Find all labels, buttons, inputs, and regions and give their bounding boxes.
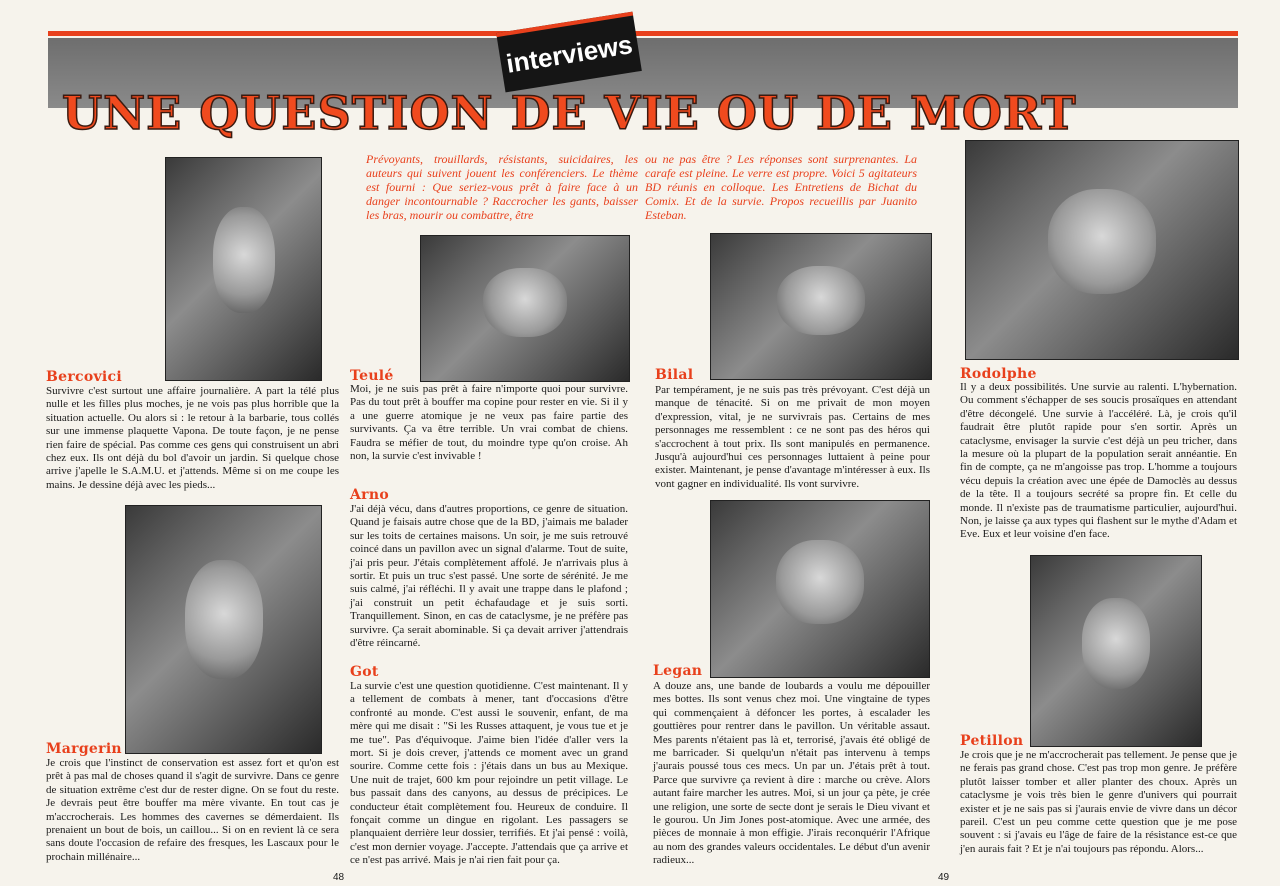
photo-margerin: [125, 505, 322, 754]
photo-bilal: [710, 233, 932, 380]
interview-answer: Moi, je ne suis pas prêt à faire n'importe quoi pour survivre. Pas du tout prêt à bouffer ma copine pour rester en vie. Si il y a une guerre atomique je ne veux pas faire partie des survivants. Ça va être terrible. Un vrai combat de chiens. Faudra se méfier de tout, du moindre type qu'on croise. Ah non, la survie c'est invivable !: [350, 383, 628, 463]
interview-answer: Il y a deux possibilités. Une survie au ralenti. L'hybernation. Ou comment s'échapper de ses soucis prosaïques en attendant d'être décongelé. Une survie à l'accéléré. Là, je crois qu'il faudrait être plutôt rapide pour s'en sortir. Après un cataclysme, envisager la survie c'est déjà un peu tricher, dans la mesure où la plupart de la population serait annéantie. En fin de compte, ça ne m'angoisse pas trop. L'homme a toujours vécu depuis la création avec une épée de Damoclès au dessus de la tête. Il a toujours secrété sa propre fin. Et celle du monde. Il n'existe pas de traumatisme particulier, aujourd'hui. Non, je laisse ça aux types qui flashent sur le mythe d'Adam et Eve. Eux et leur voisine d'en face.: [960, 381, 1237, 541]
interview-answer: Je crois que l'instinct de conservation est assez fort et qu'on est prêt à pas mal de choses quand il s'agit de survivre. Dans ce genre de situation extrême c'est dur de rester digne. On se fout du reste. Je devrais peut être bouffer ma mère vivante. En tout cas je m'accrocherais. Les hommes des cavernes se démerdaient. Ils prenaient un bout de bois, un caillou... Si on en revient là ce sera sans doute l'occasion de refaire des fresques, les Lascaux pour le prochain millénaire...: [46, 757, 339, 863]
interview-answer: Survivre c'est surtout une affaire journalière. A part la télé plus nulle et les filles plus moches, je ne vois pas plus horrible que la situation actuelle. Ou alors si : le retour à la barbarie, tous collés sur une immense plaquette Vapona. De toute façon, je ne pense rien faire de spécial. Pas comme ces gens qui construisent un abri chez eux. Ils ont déjà du bol d'avoir un jardin. Si quelque chose arrive j'apelle le S.A.M.U. et j'attends. Même si on me coupe les mains. Je dessine déjà avec les pieds...: [46, 385, 339, 491]
photo-bercovici: [165, 157, 322, 381]
intro-col-2: ou ne pas être ? Les réponses sont surprenantes. La carafe est pleine. Le verre est propre. Voici 5 agitateurs BD réunis en colloque. Les Entretiens de Bichat du Comix. Et de la survie. Propos recueillis par Juanito Esteban.: [645, 152, 917, 222]
header-red-rule: [48, 31, 1238, 36]
page-number-left: 48: [333, 872, 345, 883]
page-title: UNE QUESTION DE VIE OU DE MORT: [62, 86, 1077, 140]
interviewee-name: Bilal: [655, 367, 694, 383]
section-tag: interviews: [496, 12, 642, 93]
interviewee-name: Teulé: [350, 368, 394, 384]
interview-answer: Je crois que je ne m'accrocherait pas tellement. Je pense que je ne ferais pas grand chose. C'est pas trop mon genre. Je préfère plutôt laisser tomber et aller planter des choux. Après un cataclysme je vois très bien le genre d'univers qui pourrait exister et je ne sais pas si j'aurais envie de vivre dans un décor pareil. C'est un peu comme cette question que je me pose souvent : si j'avais eu l'âge de faire de la résistance est-ce que j'en aurais fait ? Et je n'ai toujours pas répondu. Alors...: [960, 749, 1237, 855]
interview-answer: Par tempérament, je ne suis pas très prévoyant. C'est déjà un manque de ténacité. Si on me privait de mon moyen d'expression, vital, je ne survivrais pas. Certains de mes personnages me ressemblent : ce ne sont pas des héros qui s'accrochent à tout prix. Ils sont manipulés en permanence. Jusqu'à aujourd'hui ces personnages luttaient à peine pour exister. Maintenant, je pense d'avantage m'intéresser à eux. Ils vont gagner en individualité. Ils vont survivre.: [655, 384, 930, 490]
interviewee-name: Got: [350, 664, 379, 680]
photo-rodolphe: [965, 140, 1239, 360]
photo-petillon: [1030, 555, 1202, 747]
photo-teule: [420, 235, 630, 382]
page-number-right: 49: [938, 872, 950, 883]
interviewee-name: Legan: [653, 663, 703, 679]
interviewee-name: Rodolphe: [960, 366, 1037, 382]
interview-answer: A douze ans, une bande de loubards a voulu me dépouiller mes bottes. Ils sont venus chez moi. Une vingtaine de types qui commençaient à défoncer les portes, à escalader les gouttières pour rentrer dans le pavillon. Un véritable assaut. Mes parents n'étaient pas là et, terrorisé, j'avais été obligé de me barricader. Si quelqu'un n'était pas intervenu à temps j'aurais poussé tous ces mecs. Un par un. J'étais prêt à tout. Parce que survivre ça revient à dire : marche ou crève. Alors autant faire marcher les autres. Moi, si un jour ça pète, je crée une religion, une sorte de secte dont je serais le Dieu vivant et le gourou. Un Jim Jones post-atomique. Avec une armée, des pièces de monnaie à mon effigie. J'irais reconquérir l'Afrique au nom des grandes valeurs occidentales. Le début d'un avenir radieux...: [653, 680, 930, 867]
intro-col-1: Prévoyants, trouillards, résistants, suicidaires, les auteurs qui suivent jouent les conférenciers. Le thème est fourni : Que seriez-vous prêt à faire face à un danger incontournable ? Raccrocher les gants, baisser les bras, mourir ou combattre, être: [366, 152, 638, 222]
interviewee-name: Bercovici: [46, 369, 122, 385]
photo-legan: [710, 500, 930, 678]
interviewee-name: Margerin: [46, 741, 122, 757]
interviewee-name: Arno: [350, 487, 389, 503]
interview-answer: La survie c'est une question quotidienne. C'est maintenant. Il y a tellement de combats à mener, tant d'occasions d'être confronté au monde. C'est aussi le souvenir, enfant, de ma mère qui me disait : "Si les Russes attaquent, je vous tue et je me tue". Pas d'équivoque. J'aime bien l'idée d'aller vers la mort. Si je dois crever, j'attends ce moment avec un grand sourire. Comme cette fois : j'étais dans un bus au Mexique. Une nuit de trajet, 600 km pour rejoindre un petit village. Le bus passait dans des canyons, au dessus de précipices. Le conducteur était complètement fou. Heureux de conduire. Il fonçait comme un dingue en rigolant. Les passagers se planquaient derrière leur dossier, terrifiés. Et j'ai pensé : voilà, c'est mon dernier voyage. J'accepte. J'attendais que ça arrive et ce n'est pas arrivé. Mais je n'ai rien fait pour ça.: [350, 680, 628, 867]
interviewee-name: Petillon: [960, 733, 1024, 749]
interview-answer: J'ai déjà vécu, dans d'autres proportions, ce genre de situation. Quand je faisais autre chose que de la BD, j'aimais me balader sur les toits de certaines maisons. Un soir, je me suis retrouvé coincé dans un pavillon avec un signal d'alarme. Tout de suite, j'ai pris peur. J'étais complètement affolé. Je n'arrivais plus à sortir. Et puis un truc s'est passé. Une sorte de sérénité. Je me suis calmé, j'ai réfléchi. Il y avait une trappe dans le plafond ; j'ai construit un petit échafaudage et je suis sorti. Tranquillement. Sinon, en cas de cataclysme, je ne préfère pas survivre. Ça serait abominable. Si ça devait arriver j'attendrais d'être réincarné.: [350, 503, 628, 650]
